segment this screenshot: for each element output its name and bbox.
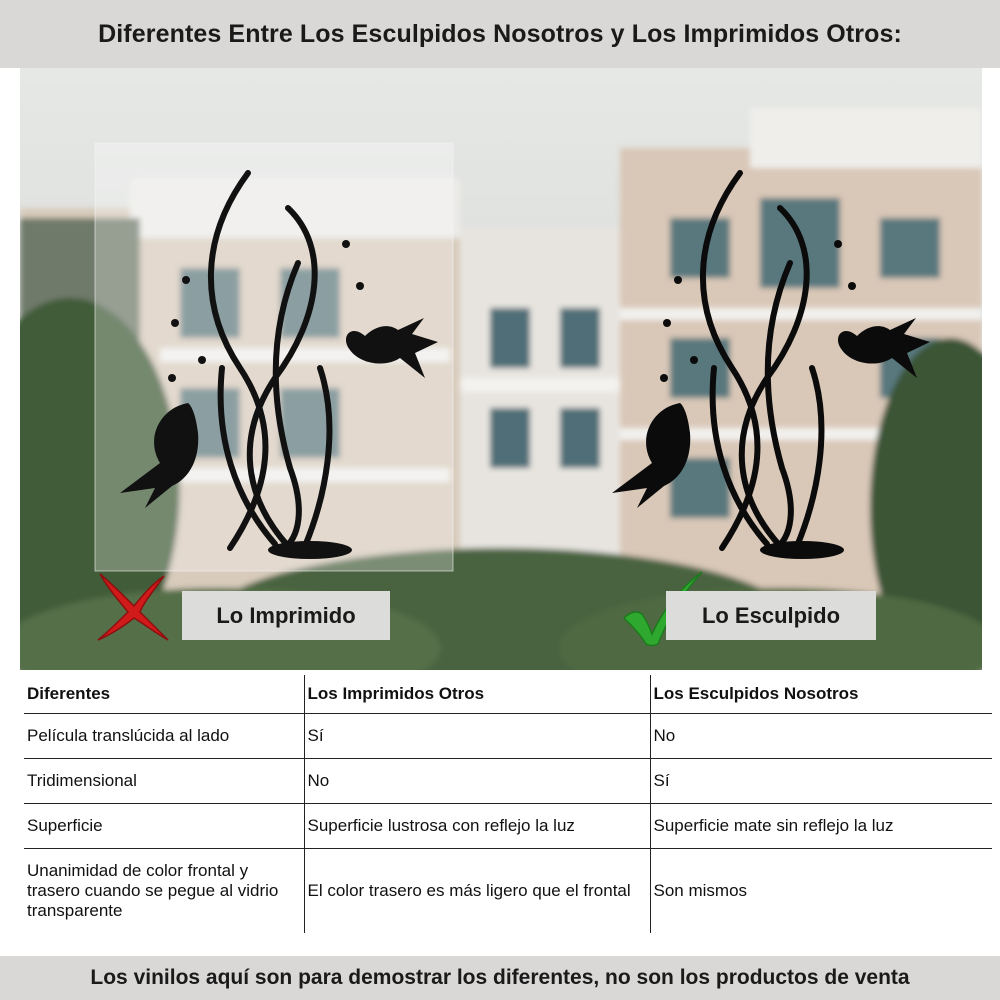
table-cell: Son mismos (650, 849, 992, 933)
column-header: Los Imprimidos Otros (304, 675, 650, 714)
table-row (24, 759, 992, 804)
table-cell: Superficie mate sin reflejo la luz (650, 804, 992, 849)
printed-label (182, 591, 390, 640)
red-x-icon (92, 570, 172, 644)
comparison-table (24, 675, 992, 933)
footer-note: Los vinilos aquí son para demostrar los diferentes, no son los productos de venta (90, 966, 910, 989)
sculpted-label (666, 591, 876, 640)
footer-banner (0, 956, 1000, 1000)
table-row (24, 804, 992, 849)
table-row (24, 849, 992, 933)
table-header-row (24, 675, 992, 714)
column-header: Diferentes (24, 675, 304, 714)
printed-label-text: Lo Imprimido (216, 602, 356, 628)
table-cell: No (304, 759, 650, 804)
table-cell: Superficie lustrosa con reflejo la luz (304, 804, 650, 849)
table-row (24, 714, 992, 759)
table-cell: No (650, 714, 992, 759)
table-cell: Película translúcida al lado (24, 714, 304, 759)
page-title: Diferentes Entre Los Esculpidos Nosotros y Los Imprimidos Otros: (98, 19, 902, 48)
table-cell: Superficie (24, 804, 304, 849)
title-banner (0, 0, 1000, 68)
table-cell: Sí (304, 714, 650, 759)
comparison-photo (20, 68, 982, 670)
sculpted-label-text: Lo Esculpido (701, 602, 841, 628)
column-header: Los Esculpidos Nosotros (650, 675, 992, 714)
table-cell: Sí (650, 759, 992, 804)
table-cell: Tridimensional (24, 759, 304, 804)
table-cell: Unanimidad de color frontal y trasero cuando se pegue al vidrio transparente (27, 860, 279, 920)
table-cell: El color trasero es más ligero que el frontal (304, 849, 650, 933)
